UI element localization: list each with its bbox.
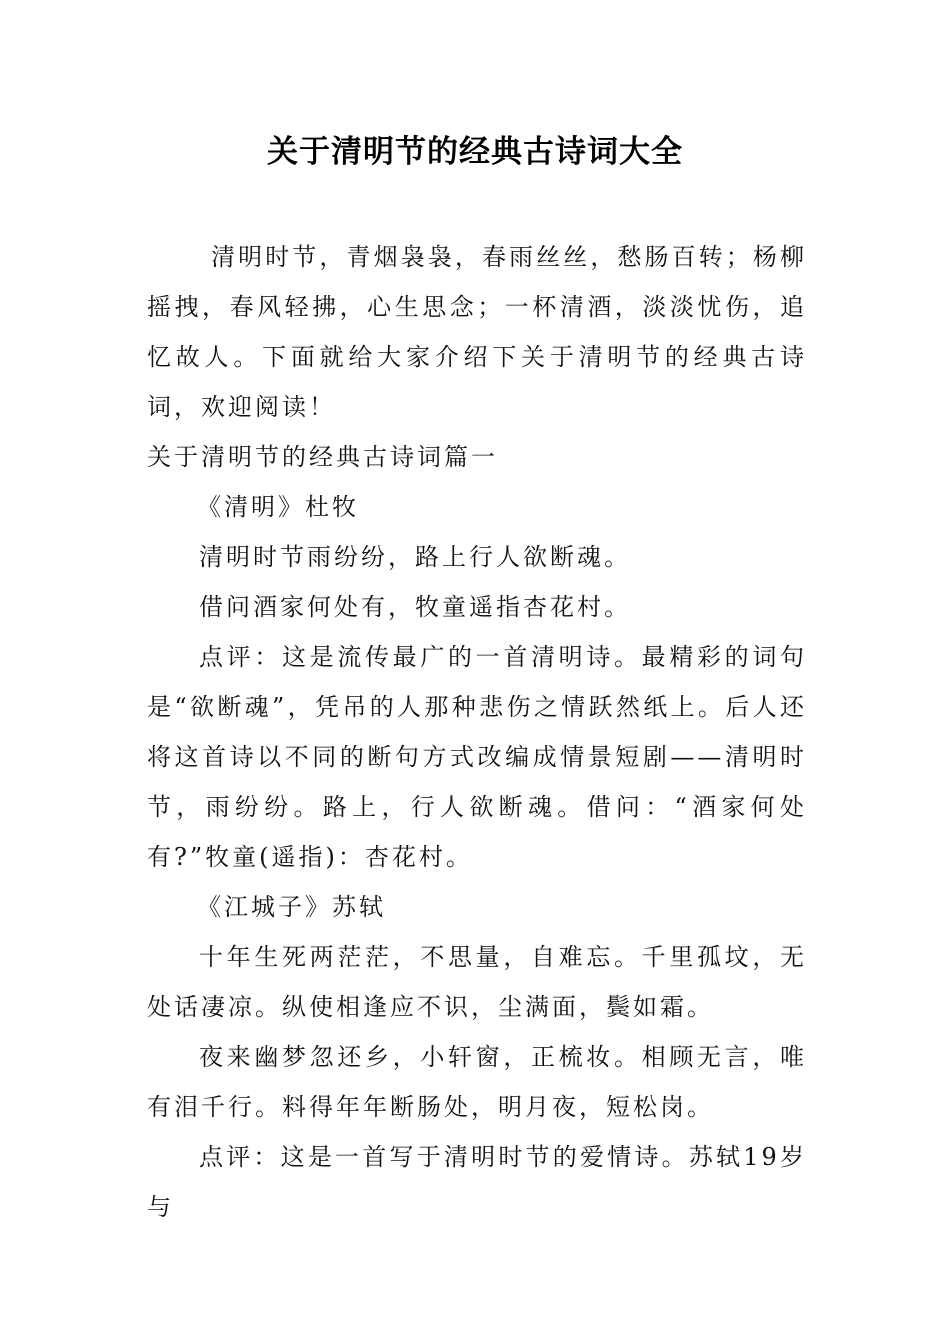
poem-title: 《清明》杜牧 xyxy=(197,493,359,521)
intro-paragraph: 清明时节，青烟袅袅，春雨丝丝，愁肠百转；杨柳摇拽，春风轻拂，心生思念；一杯清酒，淡淡忧伤，追忆故人。下面就给大家介绍下关于清明节的经典古诗词，欢迎阅读！ xyxy=(147,243,807,421)
poem-line: 借问酒家何处有，牧童遥指杏花村。 xyxy=(199,593,631,621)
document-title: 关于清明节的经典古诗词大全 xyxy=(267,134,683,170)
poem-title: 《江城子》苏轼 xyxy=(197,893,386,921)
section-heading: 关于清明节的经典古诗词篇一 xyxy=(147,443,498,471)
poem-stanza: 十年生死两茫茫，不思量，自难忘。千里孤坟，无处话凄凉。纵使相逢应不识，尘满面，鬓如霜。 xyxy=(147,943,807,1021)
poem-line: 清明时节雨纷纷，路上行人欲断魂。 xyxy=(199,543,631,571)
document-body xyxy=(147,232,807,1232)
poem-stanza: 夜来幽梦忽还乡，小轩窗，正梳妆。相顾无言，唯有泪千行。料得年年断肠处，明月夜，短松岗。 xyxy=(147,1043,807,1121)
commentary-paragraph: 点评：这是一首写于清明时节的爱情诗。苏轼19岁与 xyxy=(147,1143,807,1221)
commentary-paragraph: 点评：这是流传最广的一首清明诗。最精彩的词句是“欲断魂”，凭吊的人那种悲伤之情跃然纸上。后人还将这首诗以不同的断句方式改编成情景短剧——清明时节，雨纷纷。路上，行人欲断魂。借问：“酒家何处有?”牧童(遥指)：杏花村。 xyxy=(147,643,807,871)
